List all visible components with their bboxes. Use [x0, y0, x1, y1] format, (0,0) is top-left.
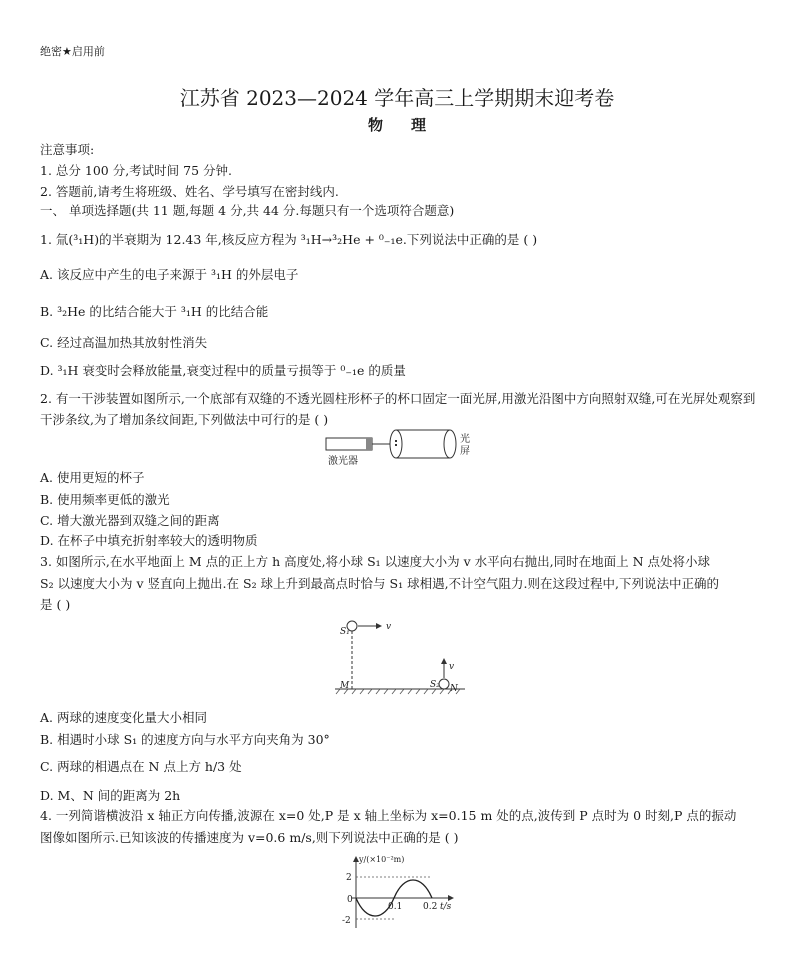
s1-arrowhead: [376, 623, 382, 629]
y-tick-2: 2: [346, 873, 352, 883]
screen-label-2: 屏: [460, 446, 470, 457]
laser-body: [326, 438, 372, 450]
q3-option-d: D. M、N 间的距离为 2h: [40, 788, 181, 803]
q3-option-b: B. 相遇时小球 S₁ 的速度方向与水平方向夹角为 30°: [40, 732, 330, 747]
q2-option-c: C. 增大激光器到双缝之间的距离: [40, 513, 220, 528]
projectile-figure: [330, 614, 470, 702]
q2-option-d: D. 在杯子中填充折射率较大的透明物质: [40, 533, 258, 548]
s2-v-label: v: [449, 662, 455, 672]
t-axis-label: t/s: [440, 902, 452, 912]
y-tick-0: 0: [347, 895, 353, 905]
secret-label: 绝密★启用前: [40, 45, 105, 58]
s2-label: S₂: [430, 680, 440, 690]
point-m-label: M: [340, 681, 350, 691]
q3-option-c: C. 两球的相遇点在 N 点上方 h/3 处: [40, 759, 242, 774]
question-3-stem-line-3: 是 ( ): [40, 597, 71, 612]
question-3-stem-line-1: 3. 如图所示,在水平地面上 M 点的正上方 h 高度处,将小球 S₁ 以速度大小为 v 水平向右抛出,同时在地面上 N 点处将小球: [40, 554, 710, 569]
q1-option-c: C. 经过高温加热其放射性消失: [40, 335, 208, 350]
section-heading: 一、 单项选择题(共 11 题,每题 4 分,共 44 分.每题只有一个选项符合题意): [40, 203, 455, 218]
s2-arrowhead: [441, 658, 447, 664]
question-4-stem-line-1: 4. 一列简谐横波沿 x 轴正方向传播,波源在 x=0 处,P 是 x 轴上坐标为 x=0.15 m 处的点,波传到 P 点时为 0 时刻,P 点的振动: [40, 808, 737, 823]
point-n-label: N: [450, 684, 458, 694]
question-3-stem-line-2: S₂ 以速度大小为 v 竖直向上抛出.在 S₂ 球上升到最高点时恰与 S₁ 球相遇,不计空气阻力.则在这段过程中,下列说法中正确的: [40, 576, 719, 591]
laser-tip: [366, 438, 372, 450]
cup-mouth: [444, 430, 456, 458]
question-2-stem: 2. 有一干涉装置如图所示,一个底部有双缝的不透光圆柱形杯子的杯口固定一面光屏,用激光沿图中方向照射双缝,可在光屏处观察到干涉条纹,为了增加条纹间距,下列做法中可行的是 ( ): [40, 391, 756, 427]
q1-option-b: B. ³₂He 的比结合能大于 ³₁H 的比结合能: [40, 304, 269, 319]
note-item-1: 1. 总分 100 分,考试时间 75 分钟.: [40, 163, 233, 178]
subject-title: 物理: [367, 116, 454, 134]
interference-apparatus-figure: [320, 428, 480, 470]
screen-label-1: 光: [460, 434, 470, 445]
question-4-stem-line-2: 图像如图所示.已知该波的传播速度为 v=0.6 m/s,则下列说法中正确的是 ( ): [40, 830, 459, 845]
q1-option-d: D. ³₁H 衰变时会释放能量,衰变过程中的质量亏损等于 ⁰₋₁e 的质量: [40, 363, 406, 378]
y-axis-label: y/(×10⁻²m): [359, 855, 405, 864]
t-tick-0-1: 0.1: [388, 902, 403, 912]
ground-hatch: [336, 689, 460, 694]
q2-option-b: B. 使用频率更低的激光: [40, 492, 170, 507]
notes-heading: 注意事项:: [40, 142, 95, 157]
t-axis-arrow: [448, 895, 454, 901]
s1-label: S₁: [340, 627, 350, 637]
laser-label: 激光器: [328, 456, 358, 467]
q2-option-a: A. 使用更短的杯子: [40, 470, 145, 485]
vibration-graph: [330, 852, 480, 932]
y-tick-neg2: -2: [342, 916, 351, 926]
s1-v-label: v: [386, 622, 392, 632]
question-1-stem: 1. 氚(³₁H)的半衰期为 12.43 年,核反应方程为 ³₁H→³₂He + ⁰₋₁e.下列说法中正确的是 ( ): [40, 232, 538, 247]
q3-option-a: A. 两球的速度变化量大小相同: [40, 710, 207, 725]
note-item-2: 2. 答题前,请考生将班级、姓名、学号填写在密封线内.: [40, 184, 339, 199]
t-tick-0-2: 0.2: [423, 902, 438, 912]
ball-s2: [439, 679, 449, 689]
exam-title: 江苏省 2023—2024 学年高三上学期期末迎考卷: [179, 86, 615, 110]
q1-option-a: A. 该反应中产生的电子来源于 ³₁H 的外层电子: [40, 267, 299, 282]
